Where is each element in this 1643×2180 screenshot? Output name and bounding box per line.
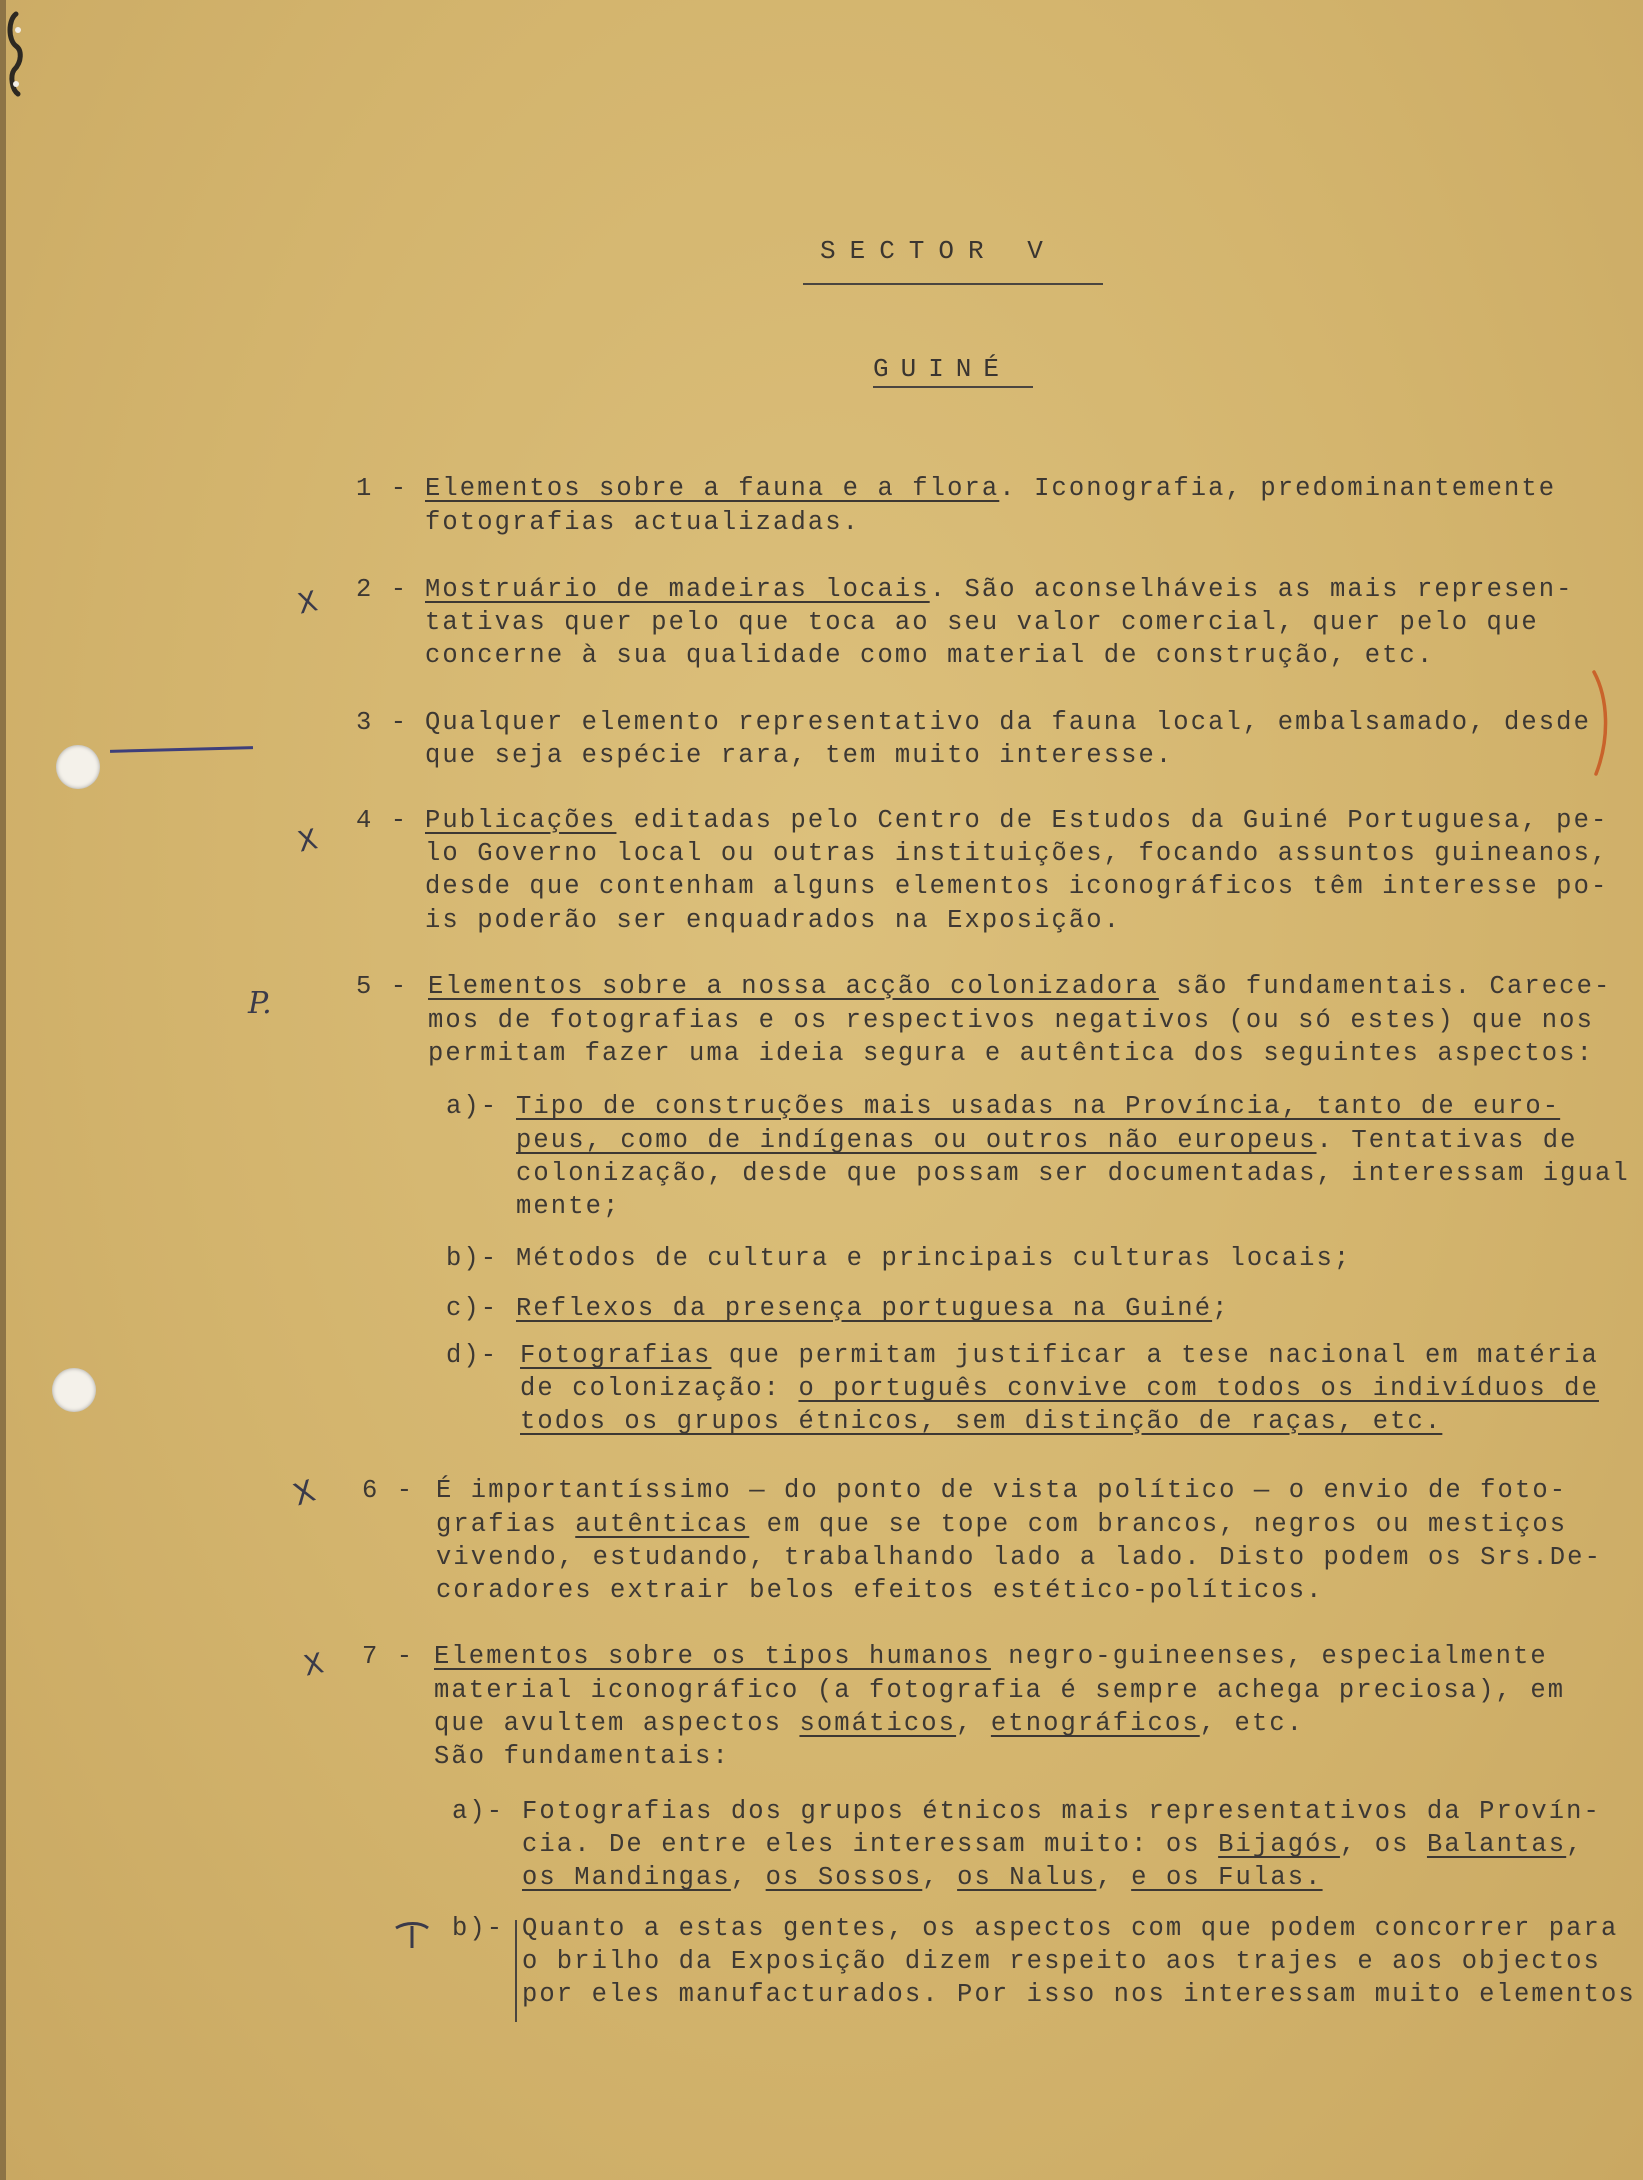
document-title: GUINÉ	[873, 354, 1012, 384]
text-segment: que avultem aspectos	[434, 1709, 800, 1738]
underlined-text: Reflexos da presença portuguesa na Guiné	[516, 1294, 1213, 1323]
margin-x-mark-6: X	[289, 1473, 320, 1514]
text-line	[516, 1292, 1230, 1326]
underlined-text: os Sossos	[765, 1863, 923, 1892]
text-line	[522, 1912, 1618, 1946]
title-underline	[873, 386, 1033, 388]
punch-hole-top	[56, 745, 100, 789]
underlined-text: Balantas	[1426, 1830, 1567, 1859]
page-edge	[0, 0, 6, 2180]
margin-p-mark-5: P.	[248, 986, 272, 1021]
text-line	[436, 1474, 1567, 1508]
text-line	[425, 573, 1574, 607]
text-line	[425, 870, 1608, 904]
text-segment: ,	[956, 1709, 991, 1738]
underlined-text: Tipo de construções mais usadas na Província, tanto de euro-	[516, 1092, 1561, 1121]
punch-hole-bottom	[52, 1368, 96, 1412]
item-number: a)-	[452, 1797, 505, 1826]
text-line	[520, 1405, 1442, 1439]
text-line	[425, 904, 1121, 938]
text-line	[520, 1372, 1599, 1406]
text-line	[522, 1861, 1323, 1895]
margin-side-bar	[515, 1920, 517, 2022]
text-segment: de colonização:	[520, 1374, 799, 1403]
text-line	[425, 639, 1434, 673]
underlined-text: autênticas	[575, 1510, 750, 1539]
underlined-text: os Mandingas	[522, 1863, 731, 1892]
text-segment: desde que contenham alguns elementos iconográficos têm interesse po-	[425, 872, 1609, 901]
margin-x-mark-7: X	[300, 1646, 327, 1683]
text-line	[516, 1090, 1560, 1124]
text-segment: ,	[922, 1863, 958, 1892]
text-segment: que permitam justificar a tese nacional em matéria	[711, 1341, 1599, 1370]
item-number: 4 -	[356, 806, 409, 835]
text-segment: ;	[1212, 1294, 1230, 1323]
sector-heading-underline	[803, 283, 1103, 285]
item-number: b)-	[446, 1244, 499, 1273]
sector-heading: SECTOR V	[820, 236, 1057, 266]
text-segment: editadas pelo Centro de Estudos da Guiné Portuguesa, pe-	[616, 806, 1609, 835]
text-line	[522, 1978, 1636, 2012]
text-segment: Qualquer elemento representativo da fauna local, embalsamado, desde	[425, 708, 1591, 737]
text-segment: são fundamentais. Carece-	[1158, 972, 1612, 1001]
item-number: 6 -	[362, 1476, 415, 1505]
text-line	[516, 1242, 1351, 1276]
text-line	[436, 1541, 1602, 1575]
underlined-text: e os Fulas.	[1131, 1863, 1323, 1892]
item-number: 5 -	[356, 972, 409, 1001]
item-number: 3 -	[356, 708, 409, 737]
text-segment: . São aconselháveis as mais represen-	[929, 575, 1574, 604]
text-line	[425, 506, 860, 540]
text-line	[522, 1828, 1584, 1862]
margin-x-mark-4: X	[294, 822, 321, 859]
underlined-text: somáticos	[799, 1709, 957, 1738]
text-segment: cia. De entre eles interessam muito: os	[522, 1830, 1219, 1859]
text-segment: negro-guineenses, especialmente	[990, 1642, 1548, 1671]
underlined-text: todos os grupos étnicos, sem distinção de raças, etc.	[520, 1407, 1443, 1436]
text-line	[434, 1640, 1548, 1674]
text-segment: permitam fazer uma ideia segura e autêntica dos seguintes aspectos:	[428, 1039, 1594, 1068]
text-line	[516, 1190, 620, 1224]
text-segment: por eles manufacturados. Por isso nos interessam muito elementos	[522, 1980, 1636, 2009]
text-segment: ,	[730, 1863, 766, 1892]
text-line	[516, 1124, 1578, 1158]
item-number: c)-	[446, 1294, 499, 1323]
text-line	[522, 1945, 1601, 1979]
underlined-text: o português convive com todos os indivíduos de	[798, 1374, 1599, 1403]
text-line	[425, 837, 1608, 871]
text-line	[425, 706, 1591, 740]
text-segment: , os	[1339, 1830, 1427, 1859]
text-line	[425, 606, 1539, 640]
text-segment: fotografias actualizadas.	[425, 508, 861, 537]
text-segment: grafias	[436, 1510, 576, 1539]
underlined-text: Elementos sobre a nossa acção colonizadora	[428, 972, 1159, 1001]
text-line	[434, 1740, 730, 1774]
underlined-text: Publicações	[425, 806, 617, 835]
text-segment: lo Governo local ou outras instituições, focando assuntos guineanos,	[425, 839, 1609, 868]
underlined-text: os Nalus	[957, 1863, 1097, 1892]
item-number: b)-	[452, 1914, 505, 1943]
underlined-text: Fotografias	[520, 1341, 712, 1370]
text-segment: em que se tope com brancos, negros ou mestiços	[749, 1510, 1568, 1539]
text-segment: material iconográfico (a fotografia é sempre achega preciosa), em	[434, 1676, 1566, 1705]
staple-icon	[6, 10, 28, 120]
underlined-text: Elementos sobre a fauna e a flora	[425, 474, 1000, 503]
margin-x-mark-2: X	[294, 584, 321, 621]
text-segment: coradores extrair belos efeitos estético-políticos.	[436, 1576, 1324, 1605]
text-line	[425, 804, 1608, 838]
text-line	[434, 1674, 1565, 1708]
item-number: a)-	[446, 1092, 499, 1121]
text-segment: concerne à sua qualidade como material de construção, etc.	[425, 641, 1435, 670]
text-line	[428, 970, 1611, 1004]
text-line	[436, 1508, 1567, 1542]
underlined-text: peus, como de indígenas ou outros não europeus	[516, 1126, 1317, 1155]
margin-p-mark-7b-icon	[392, 1918, 432, 1952]
underlined-text: etnográficos	[990, 1709, 1200, 1738]
text-segment: São fundamentais:	[434, 1742, 730, 1771]
text-line	[434, 1707, 1304, 1741]
text-line	[425, 472, 1556, 506]
text-segment: mente;	[516, 1192, 621, 1221]
text-segment: Fotografias dos grupos étnicos mais representativos da Provín-	[522, 1797, 1601, 1826]
text-line	[425, 739, 1173, 773]
item-number: 2 -	[356, 575, 409, 604]
text-line	[516, 1157, 1630, 1191]
item-number: 7 -	[362, 1642, 415, 1671]
text-line	[428, 1004, 1594, 1038]
red-bracket-icon	[1590, 668, 1614, 778]
text-segment: colonização, desde que possam ser documentadas, interessam igual	[516, 1159, 1630, 1188]
text-segment: Quanto a estas gentes, os aspectos com que podem concorrer para	[522, 1914, 1619, 1943]
text-segment: . Iconografia, predominantemente	[999, 474, 1557, 503]
text-line	[436, 1574, 1324, 1608]
text-segment: tativas quer pelo que toca ao seu valor comercial, quer pelo que	[425, 608, 1539, 637]
text-segment: vivendo, estudando, trabalhando lado a lado. Disto podem os Srs.De-	[436, 1543, 1602, 1572]
underlined-text: Bijagós	[1218, 1830, 1340, 1859]
item-number: d)-	[446, 1341, 499, 1370]
text-line	[522, 1795, 1601, 1829]
text-line	[520, 1339, 1599, 1373]
text-segment: ,	[1096, 1863, 1132, 1892]
text-segment: É importantíssimo — do ponto de vista político — o envio de foto-	[436, 1476, 1568, 1505]
underlined-text: Mostruário de madeiras locais	[425, 575, 930, 604]
text-segment: que seja espécie rara, tem muito interesse.	[425, 741, 1174, 770]
text-line	[428, 1037, 1594, 1071]
text-segment: , etc.	[1199, 1709, 1305, 1738]
text-segment: Métodos de cultura e principais culturas locais;	[516, 1244, 1352, 1273]
text-segment: is poderão ser enquadrados na Exposição.	[425, 906, 1122, 935]
underlined-text: Elementos sobre os tipos humanos	[434, 1642, 991, 1671]
text-segment: . Tentativas de	[1316, 1126, 1578, 1155]
item-number: 1 -	[356, 474, 409, 503]
text-segment: ,	[1566, 1830, 1584, 1859]
text-segment: mos de fotografias e os respectivos negativos (ou só estes) que nos	[428, 1006, 1594, 1035]
text-segment: o brilho da Exposição dizem respeito aos trajes e aos objectos	[522, 1947, 1601, 1976]
